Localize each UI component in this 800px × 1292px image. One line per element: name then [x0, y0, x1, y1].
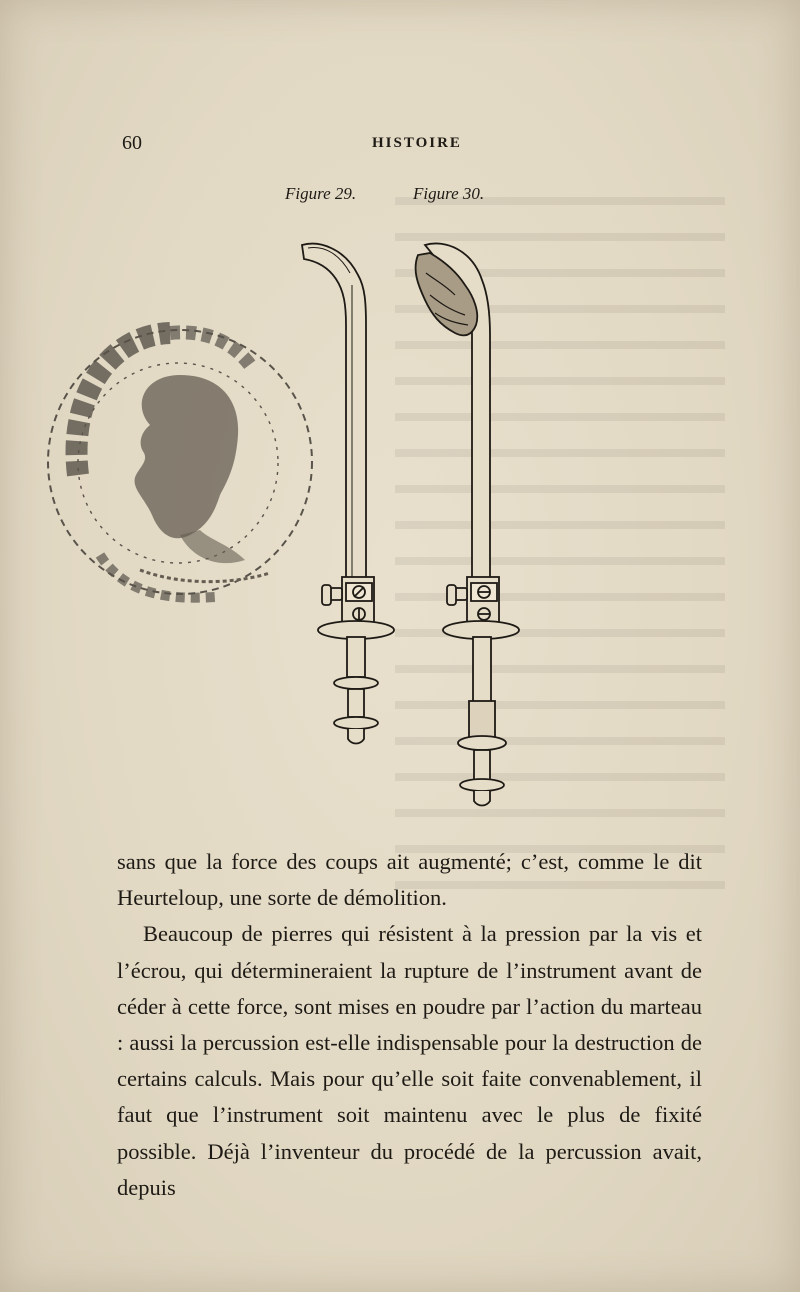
paragraph-2: Beaucoup de pierres qui résistent à la pression par la vis et l’écrou, qui détermineraient la rupture de l’instrument avant de céder à cette force, sont mises en poudre par l’action du marteau : aussi la percussion est-elle indispensable pour la destruction de certains calculs. Mais pour qu’elle soit faite convenablement, il faut que l’instrument soit maintenu avec le plus de fixité possible. Déjà l’inventeur du procédé de la percussion avait, depuis [117, 921, 702, 1200]
library-stamp [48, 330, 312, 598]
figure-30-instrument [416, 243, 519, 805]
profile-portrait [135, 375, 270, 582]
figure-illustrations [40, 225, 600, 825]
running-head: HISTOIRE [372, 135, 462, 151]
page-number: 60 [122, 132, 142, 154]
page-header [122, 132, 702, 162]
figure-30-caption: Figure 30. [413, 184, 485, 203]
figure-29-instrument [302, 244, 394, 744]
paragraph-1: sans que la force des coups ait augmenté; c’est, comme le dit Heurteloup, une sorte de démolition. [117, 849, 702, 911]
figure-29-caption: Figure 29. [285, 184, 357, 203]
figure-captions [285, 184, 565, 210]
body-text [117, 844, 702, 1206]
